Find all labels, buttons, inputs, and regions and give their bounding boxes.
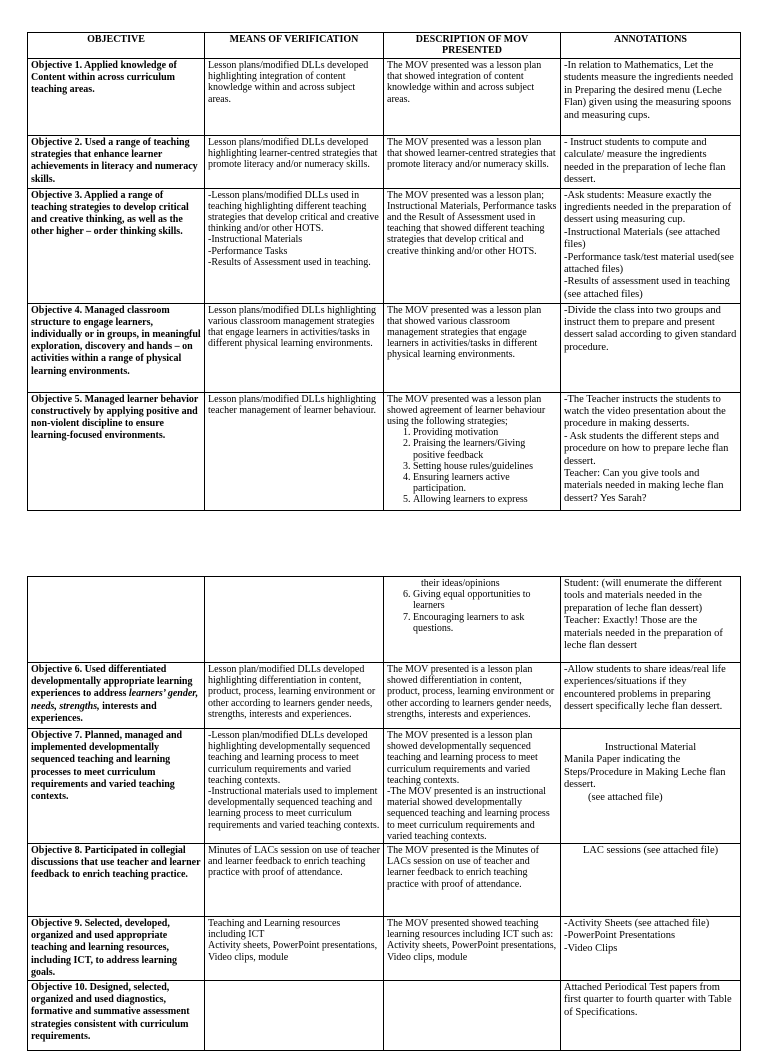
header-description: DESCRIPTION OF MOV PRESENTED	[384, 33, 561, 59]
means-cell: Lesson plans/modified DLLs developed highlighting learner-centred strategies that promote literacy and/or numeracy skills.	[205, 136, 384, 189]
means-cell: Lesson plans/modified DLLs highlighting various classroom management strategies that engage learners in activities/tasks in different physical learning environments.	[205, 303, 384, 392]
means-line: -Performance Tasks	[208, 245, 288, 257]
table-row	[28, 392, 741, 510]
means-cell: Minutes of LACs session on use of teacher and learner feedback to enrich teaching practice with proof of attendance.	[205, 844, 384, 917]
table-row	[28, 981, 741, 1051]
objective-text: interests and experiences.	[31, 700, 157, 724]
means-cell	[205, 917, 384, 981]
strategy-item: 3. Setting house rules/guidelines	[413, 461, 557, 472]
strategy-list	[387, 427, 557, 505]
description-cell: The MOV presented was a lesson plan; Instructional Materials, Performance tasks and the Result of Assessment used in teaching that showed different teaching strategies that develop critical and creative thinking and/or other HOTS.	[384, 188, 561, 303]
objective-cell: Objective 1. Applied knowledge of Content within across curriculum teaching areas.	[28, 59, 205, 136]
annotation-cell: -Divide the class into two groups and instruct them to prepare and present dessert salad according to given standard procedure.	[561, 303, 741, 392]
means-line: -Results of Assessment used in teaching.	[208, 256, 371, 268]
table-row	[28, 729, 741, 844]
description-cell	[384, 392, 561, 510]
table-row	[28, 303, 741, 392]
description-cell: The MOV presented is the Minutes of LACs session on use of teacher and learner feedback to enrich teaching practice with proof of attendance.	[384, 844, 561, 917]
means-line: -Lesson plans/modified DLLs used in teaching highlighting different teaching strategies that develop critical and creative thinking and/or other HOTS.	[208, 189, 379, 235]
annotation-cell	[561, 729, 741, 844]
table-row	[28, 663, 741, 729]
description-line: The MOV presented is a lesson plan showed developmentally sequenced teaching and learning process to meet curriculum requirements and varied teaching contexts.	[387, 730, 538, 786]
means-cell: Lesson plans/modified DLLs highlighting teacher management of learner behaviour.	[205, 392, 384, 510]
objective-text: Objective 6. Used differentiated developmentally appropriate learning experiences to address	[31, 664, 193, 700]
objective-cell: Objective 10. Designed, selected, organized and used diagnostics, formative and summative assessment strategies consistent with curriculum requirements.	[28, 981, 205, 1051]
description-intro: The MOV presented was a lesson plan showed agreement of learner behaviour using the following strategies;	[387, 393, 546, 428]
description-cell	[384, 729, 561, 844]
description-cell: The MOV presented is a lesson plan showed differentiation in content, product, process, learning environment or other according to learners gender needs, strengths, interests and experiences.	[384, 663, 561, 729]
objective-cell	[28, 663, 205, 729]
objective-cell: Objective 2. Used a range of teaching strategies that enhance learner achievements in literacy and numeracy skills.	[28, 136, 205, 189]
means-line: Teaching and Learning resources including ICT	[208, 918, 341, 941]
table-row	[28, 59, 741, 136]
annotation-cell: -Allow students to share ideas/real life experiences/situations if they encountered problems in preparing dessert specifically leche flan dessert.	[561, 663, 741, 729]
annotation-cell: Student: (will enumerate the different tools and materials needed in the preparation of leche flan dessert) Teacher: Exactly! Those are the materials needed in the preparation of leche flan dessert	[561, 577, 741, 663]
annotation-cell	[561, 917, 741, 981]
objective-text-emphasis: learners’ gender, needs, strengths,	[31, 688, 199, 712]
annotation-line: Teacher: Can you give tools and materials needed in making leche flan dessert? Yes Sarah?	[564, 468, 724, 504]
means-line: -Instructional materials used to implement developmentally sequenced teaching and learning process to meet curriculum requirements and varied teaching contexts.	[208, 786, 380, 831]
means-cell: Lesson plans/modified DLLs developed highlighting integration of content knowledge within and across subject areas.	[205, 59, 384, 136]
strategy-item: 1. Providing motivation	[413, 427, 557, 438]
means-cell	[205, 729, 384, 844]
annotation-line: -Instructional Materials (see attached files)	[564, 226, 720, 251]
means-line: -Lesson plan/modified DLLs developed highlighting developmentally sequenced teaching and learning process to meet curriculum requirements and varied teaching contexts.	[208, 730, 371, 786]
annotation-line: -Activity Sheets (see attached file)	[564, 918, 710, 930]
annotation-line: -PowerPoint Presentations	[564, 930, 676, 942]
header-means: MEANS OF VERIFICATION	[205, 33, 384, 59]
table-row	[28, 917, 741, 981]
header-annotations: ANNOTATIONS	[561, 33, 741, 59]
objective-cell: Objective 9. Selected, developed, organized and used appropriate teaching and learning resources, including ICT, to address learning goals.	[28, 917, 205, 981]
table-row	[28, 188, 741, 303]
means-line: -Instructional Materials	[208, 234, 303, 246]
mov-table-page-1	[27, 32, 741, 511]
header-objective: OBJECTIVE	[28, 33, 205, 59]
means-cell	[205, 981, 384, 1051]
annotation-line: -Results of assessment used in teaching (see attached files)	[564, 276, 730, 300]
description-cell: The MOV presented showed teaching learning resources including ICT such as: Activity sheets, PowerPoint presentations, Video clips, module	[384, 917, 561, 981]
table-row	[28, 844, 741, 917]
strategy-item: 5. Allowing learners to express	[413, 494, 557, 505]
annotation-line: -Video Clips	[564, 942, 618, 954]
table-row-continuation	[28, 577, 741, 663]
description-cell: The MOV presented was a lesson plan that showed integration of content knowledge within and across subject areas.	[384, 59, 561, 136]
annotation-note: (see attached file)	[588, 791, 663, 803]
objective-cell: Objective 7. Planned, managed and implemented developmentally sequenced teaching and learning processes to meet curriculum requirements and varied teaching contexts.	[28, 729, 205, 844]
objective-cell: Objective 8. Participated in collegial discussions that use teacher and learner feedback to enrich teaching practice.	[28, 844, 205, 917]
strategy-list	[387, 589, 557, 634]
annotation-cell: LAC sessions (see attached file)	[561, 844, 741, 917]
objective-cell: Objective 3. Applied a range of teaching strategies to develop critical and creative thinking, as well as the other higher – order thinking skills.	[28, 188, 205, 303]
annotation-line: -The Teacher instructs the students to watch the video presentation about the procedure in making desserts.	[564, 393, 726, 430]
objective-cell: Objective 5. Managed learner behavior constructively by applying positive and non-violent discipline to ensure learning-focused environments.	[28, 392, 205, 510]
description-cell: The MOV presented was a lesson plan that showed learner-centred strategies that promote literacy and/or numeracy skills.	[384, 136, 561, 189]
annotation-cell: - Instruct students to compute and calculate/ measure the ingredients needed in the preparation of leche flan dessert.	[561, 136, 741, 189]
objective-cell: Objective 4. Managed classroom structure to engage learners, individually or in groups, in meaningful exploration, discovery and hands – on activities within a range of physical learning environments.	[28, 303, 205, 392]
annotation-line: -Performance task/test material used(see attached files)	[564, 251, 734, 276]
description-cell: The MOV presented was a lesson plan that showed various classroom management strategies that engage learners in activities/tasks in different physical learning environments.	[384, 303, 561, 392]
means-line: Activity sheets, PowerPoint presentations, Video clips, module	[208, 940, 378, 963]
strategy-item: 7. Encouraging learners to ask questions.	[413, 612, 557, 634]
strategy-item: 6. Giving equal opportunities to learners	[413, 589, 557, 611]
objective-cell	[28, 577, 205, 663]
annotation-cell: Attached Periodical Test papers from first quarter to fourth quarter with Table of Specifications.	[561, 981, 741, 1051]
description-cell	[384, 981, 561, 1051]
table-row	[28, 136, 741, 189]
annotation-cell	[561, 188, 741, 303]
annotation-cell: -In relation to Mathematics, Let the students measure the ingredients needed in Preparing the desired menu (Leche Flan) given using the measuring spoons and measuring cups.	[561, 59, 741, 136]
description-cell	[384, 577, 561, 663]
mov-table-page-2	[27, 576, 741, 1051]
annotation-line: -Ask students: Measure exactly the ingredients needed in the preparation of dessert using measuring cup.	[564, 189, 732, 226]
annotation-line: - Ask students the different steps and procedure on how to prepare leche flan dessert.	[564, 430, 729, 467]
header-row	[28, 33, 741, 59]
strategy-continuation: their ideas/opinions	[421, 578, 500, 589]
description-line: -The MOV presented is an instructional material showed developmentally sequenced teaching and learning process to meet curriculum requirements and varied teaching contexts.	[387, 786, 550, 842]
means-cell	[205, 188, 384, 303]
annotation-title: Instructional Material	[604, 742, 697, 753]
annotation-body: Manila Paper indicating the Steps/Procedure in Making Leche flan dessert.	[564, 754, 726, 791]
strategy-item: 4. Ensuring learners active participation.	[413, 472, 557, 494]
annotation-cell	[561, 392, 741, 510]
means-cell: Lesson plan/modified DLLs developed highlighting differentiation in content, product, process, learning environment or other according to learners gender needs, strengths, interests and experiences.	[205, 663, 384, 729]
means-cell	[205, 577, 384, 663]
strategy-item: 2. Praising the learners/Giving positive feedback	[413, 438, 557, 460]
